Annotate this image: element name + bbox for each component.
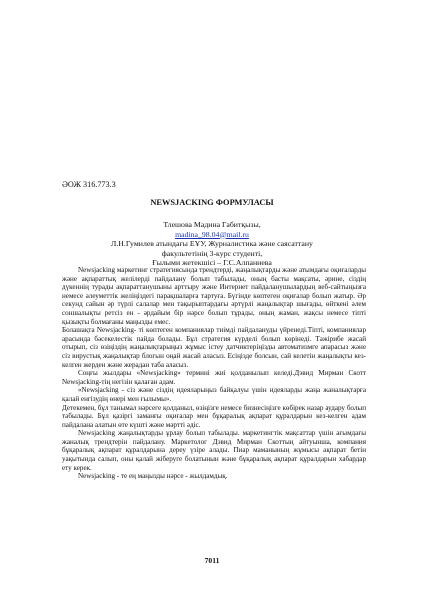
paragraph: Newsjacking маркетинг стратегиясында трендтерді, жаңалықтарды және атымдағы оқиғаларды және ақпараттық желілерді пайдалану болып табылады, оның басты мақсаты, әрине, сіздің дүкеннің турады ақпараттанушыны арттыру және Интернет пайдаланушылардың веб-сайтыңызға немесе әлеуметтік желіңіздегі парақшаларға тартуға. Бүгінде көптеген оқиғалар болып жатыр. Әр секунд сайын әр түрлі салалар мен тақырыптардағы әртүрлі жаңалықтар шығады, өйткені әлем соншалықты ретсіз ен - әрдайым бір нәрсе болып тұрады, оның жаман, жақсы немесе тіпті қызықты болмағаны маңызды емес.: [62, 266, 366, 326]
paragraph: Болашақта Newsjacking- ті көптеген компаниялар тиімді пайдалануды үйренеді.Тіпті, компаниялар арасында бәсекелестік пайда болады. Бұл стратегия күрделі болып көрінеді. Тәжірибе жасай отырып, сіз өзіңіздің жаңалықтарыңыз жұмыс істеу датчиктеріңізды автоматизмге апарасыз және сіз вирустық жаңалықтар блогын оңай жасай аласыз. Есіңізде болсын, сай келетін жаңалықты кез-келген жерден және жерадан таба аласыз.: [62, 326, 366, 369]
udc-code: ӘОЖ 316.773.3: [62, 180, 116, 189]
paragraph: Newsjacking жаңалықтарды ұрлау болып табылады. маркетингтік мақсаттар үшін ағымдағы жаналық трендтерін пайдалану. Маркетолог Дэвид Мирман Скоттың айтуынша, компания бұқаралық ақпарат құралдарына дереу үзіре алады. Пиар маманының жұмысы ақпарат бетін уақытында салып, оны қалай жіберуге болатынын және бұқаралық ақпарат құралдарын хабардар ету керек.: [62, 429, 366, 472]
paragraph: Newsjacking - те ең маңызды нәрсе - жылдамдық.: [78, 472, 228, 481]
paragraph: «Newsjacking - сіз және сіздің идеяларыңыз байқалуы үшін идеяларды жаңа жаналықтарға қалай енгізудің өнері мен ғылымы».: [62, 386, 366, 403]
author-affiliation: Л.Н.Гумилев атындағы ЕҰУ, Журналистика және саясаттану: [111, 239, 313, 249]
author-supervisor: Ғылыми жетекшісі – Г.С.Алпаниева: [152, 258, 272, 268]
article-title: NEWSJACKING ФОРМУЛАСЫ: [150, 198, 274, 207]
page-number: 7011: [204, 556, 220, 565]
author-block: [0, 220, 424, 268]
paragraph: Соңғы жылдары «Newsjacking» термині жиі қолданылып келеді.Дэвид Мирман Скотт Newsjacking-тің негізін қалаған адам.: [62, 369, 366, 386]
paragraph: Детекемен, бұл танымал нәрсеге қолданыл, өзіңізге немесе бизнесіңізге көбірек назар аудару болып табылады. Бұл қазіргі заманғы оқиғалар мен бұқаралық ақпарат құралдарын кез-келген адам пайдалана алатын өте күшті және мәртті әдіс.: [62, 403, 366, 429]
article-body: [62, 266, 366, 481]
author-name: Тлешова Мадина Габитқызы,: [163, 220, 261, 229]
author-email-link[interactable]: madina_98.04@mail.ru: [175, 229, 249, 239]
author-status: факультетінің 3-курс студенті,: [161, 248, 263, 258]
